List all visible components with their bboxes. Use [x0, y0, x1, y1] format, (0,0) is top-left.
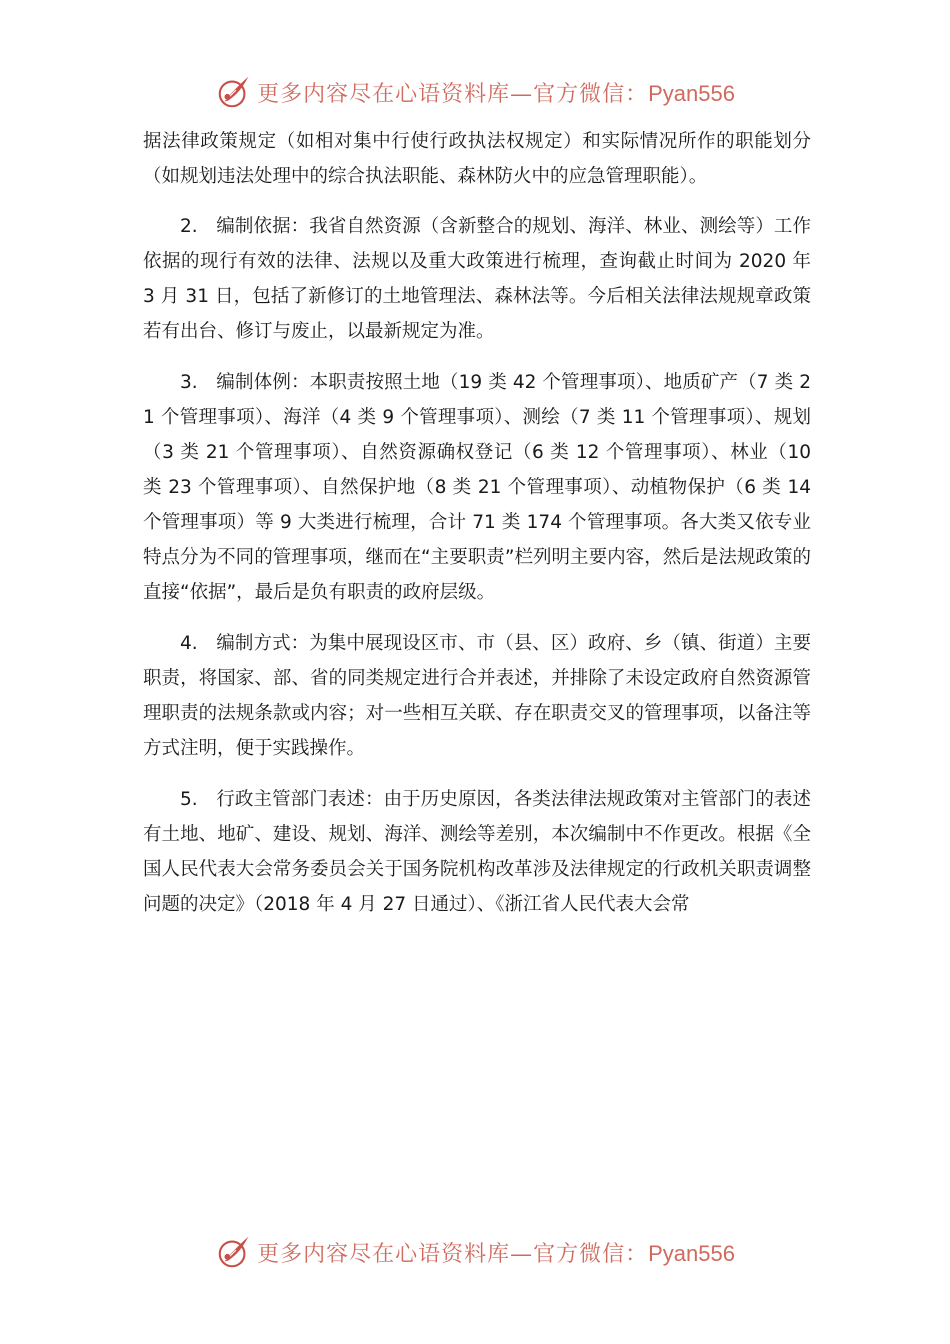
document-body — [143, 124, 811, 938]
quill-logo-icon — [215, 73, 253, 111]
quill-logo-icon — [215, 1233, 253, 1271]
paragraph-compilation-format: 3. 编制体例：本职责按照土地（19 类 42 个管理事项）、地质矿产（7 类 21 个管理事项）、海洋（4 类 9 个管理事项）、测绘（7 类 11 个管理事项）、规划（3 类 21 个管理事项）、自然资源确权登记（6 类 12 个管理事项）、林业（10 类 23 个管理事项）、自然保护地（8 类 21 个管理事项）、动植物保护（6 类 14 个管理事项）等 9 大类进行梳理，合计 71 类 174 个管理事项。各大类又依专业特点分为不同的管理事项，继而在“主要职责”栏列明主要内容，然后是法规政策的直接“依据”，最后是负有职责的政府层级。 — [143, 372, 811, 603]
banner-text: 更多内容尽在心语资料库—官方微信：Pyan556 — [257, 80, 735, 107]
banner-text: 更多内容尽在心语资料库—官方微信：Pyan556 — [257, 1240, 735, 1267]
paragraph-compilation-method: 4. 编制方式：为集中展现设区市、市（县、区）政府、乡（镇、街道）主要职责，将国家、部、省的同类规定进行合并表述，并排除了未设定政府自然资源管理职责的法规条款或内容；对一些相互关联、存在职责交叉的管理事项，以备注等方式注明，便于实践操作。 — [143, 633, 811, 759]
paragraph-compilation-basis: 2. 编制依据：我省自然资源（含新整合的规划、海洋、林业、测绘等）工作依据的现行有效的法律、法规以及重大政策进行梳理，查询截止时间为 2020 年 3 月 31 日，包括了新修订的土地管理法、森林法等。今后相关法律法规规章政策若有出台、修订与废止，以最新规定为准。 — [143, 216, 811, 342]
paragraph-department-expression: 5. 行政主管部门表述：由于历史原因，各类法律法规政策对主管部门的表述有土地、地矿、建设、规划、海洋、测绘等差别，本次编制中不作更改。根据《全国人民代表大会常务委员会关于国务院机构改革涉及法律规定的行政机关职责调整问题的决定》（2018 年 4 月 27 日通过）、《浙江省人民代表大会常 — [143, 789, 811, 915]
footer-banner — [0, 1232, 950, 1272]
header-banner — [0, 72, 950, 112]
continuation-paragraph: 据法律政策规定（如相对集中行使行政执法权规定）和实际情况所作的职能划分（如规划违法处理中的综合执法职能、森林防火中的应急管理职能）。 — [143, 131, 811, 187]
